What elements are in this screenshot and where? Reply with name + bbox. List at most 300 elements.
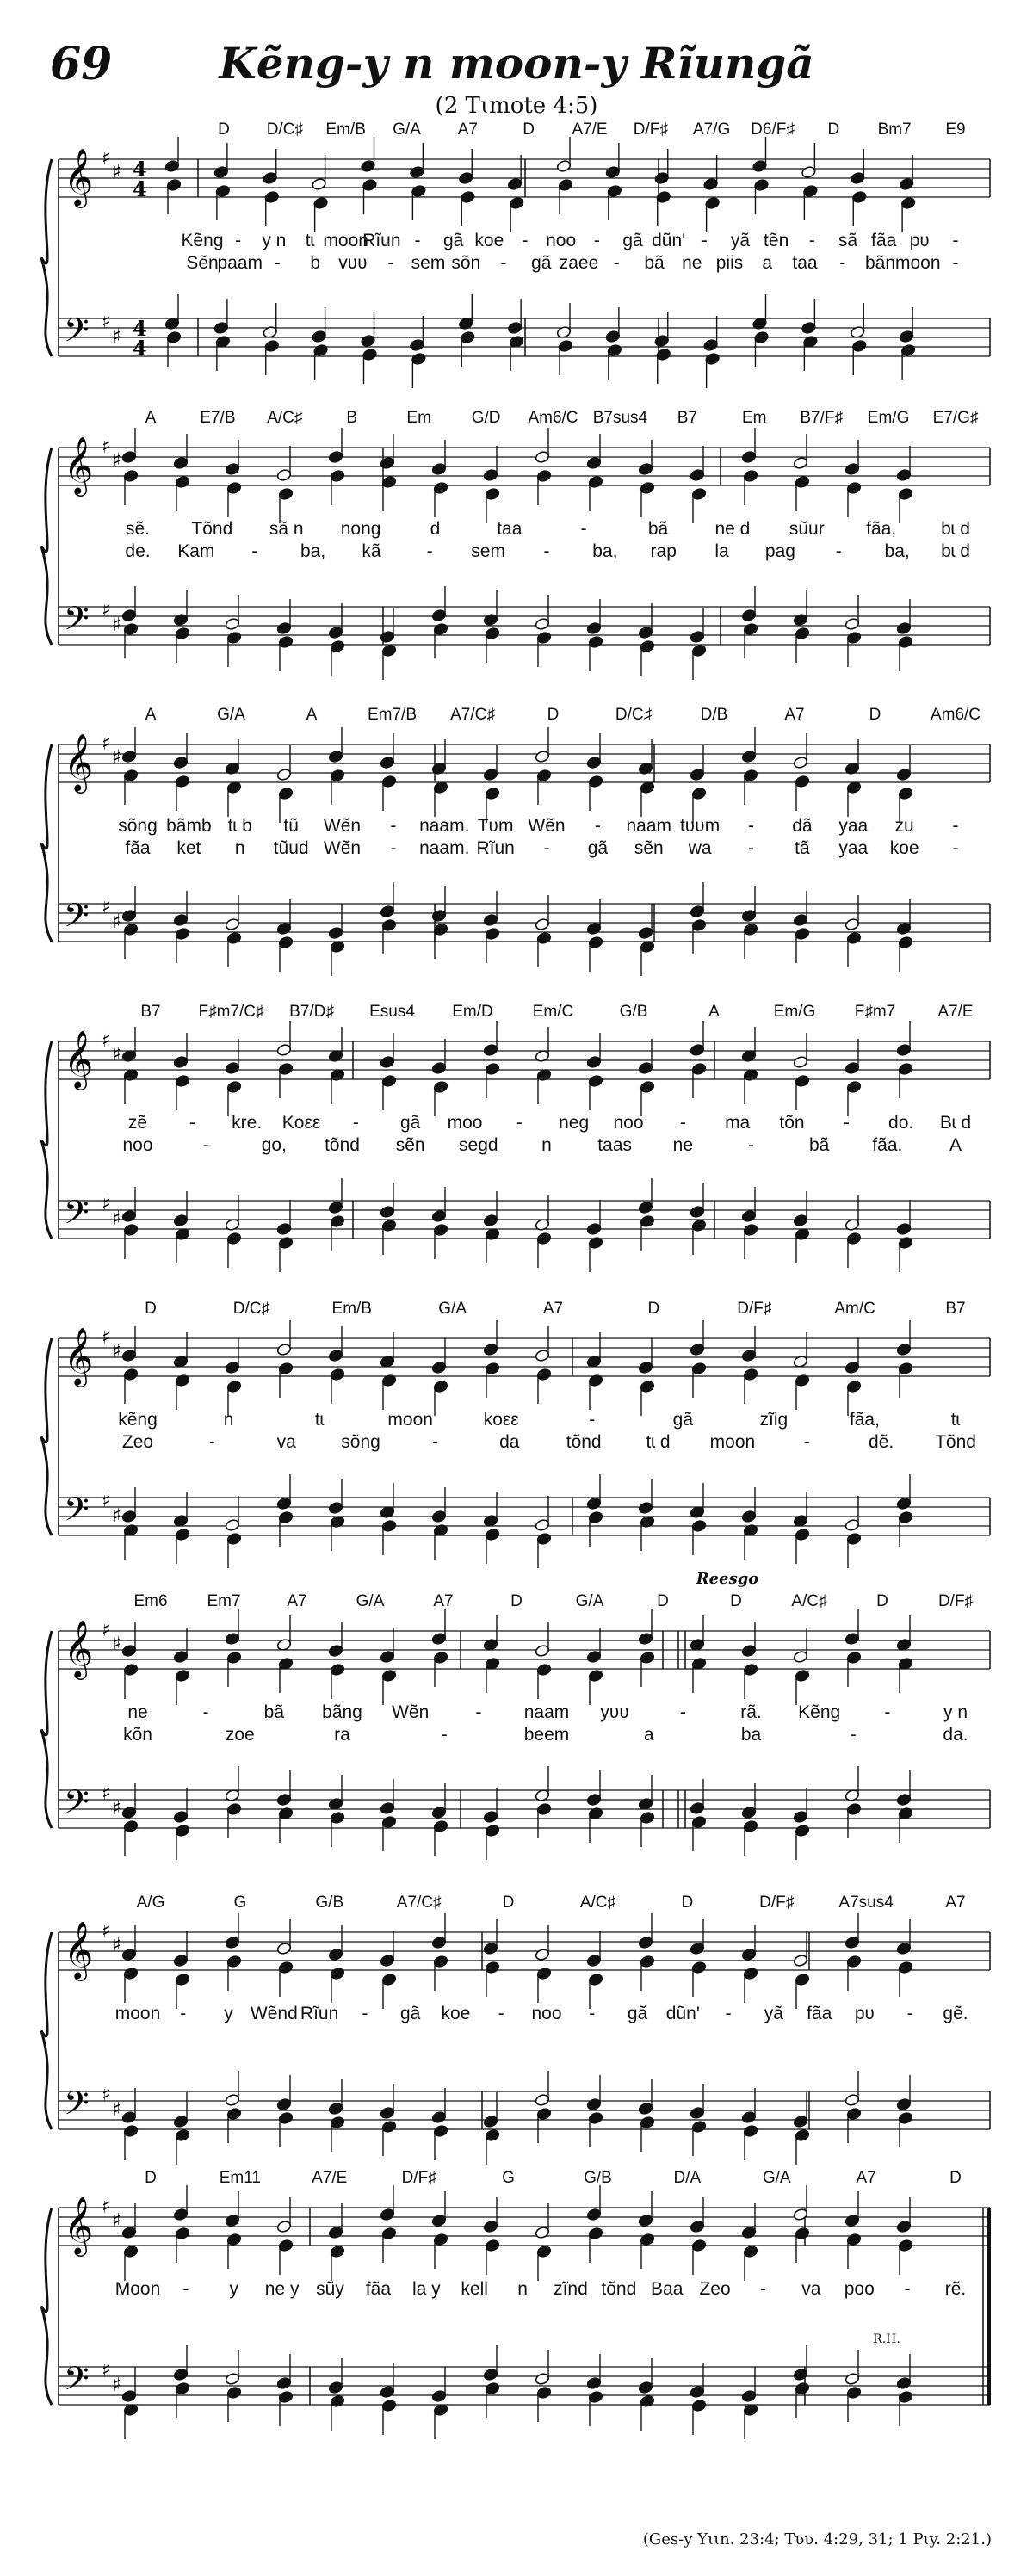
chord-symbol: D/C♯ — [232, 1300, 269, 1318]
note — [381, 2399, 397, 2435]
note — [844, 2071, 860, 2107]
note — [588, 775, 603, 811]
lyric-syllable: - — [390, 838, 397, 858]
lyric-syllable: tẽn — [764, 231, 789, 250]
lyric-syllable: kre. — [232, 1113, 263, 1133]
note — [898, 1236, 913, 1272]
note — [485, 1362, 500, 1398]
note — [409, 143, 424, 179]
note — [121, 1622, 137, 1658]
note — [433, 1955, 448, 1991]
lyric-syllable: do. — [888, 1113, 914, 1133]
note — [691, 2120, 707, 2156]
staff-graphic — [0, 2178, 1033, 2462]
note — [638, 1775, 653, 1811]
sharp-icon: ♯ — [102, 1620, 111, 1641]
note — [638, 603, 653, 639]
sharp-icon: ♯ — [112, 1044, 121, 1066]
chord-symbol: A7sus4 — [838, 1893, 894, 1912]
chord-symbol: A7 — [856, 2169, 876, 2187]
lyric-syllable: Tʋm — [477, 816, 514, 836]
note — [278, 1961, 294, 1997]
chord-symbol: B7/D♯ — [289, 1003, 334, 1021]
note — [175, 475, 190, 511]
note — [851, 190, 867, 226]
note — [535, 1925, 550, 1961]
note — [225, 1039, 240, 1075]
note — [330, 940, 345, 976]
note — [485, 2128, 500, 2165]
note — [225, 1766, 240, 1802]
note — [226, 931, 242, 967]
note — [690, 446, 705, 482]
lyric-syllable: Kẽng — [181, 231, 224, 250]
chord-symbol: D/F♯ — [937, 1592, 974, 1610]
note — [409, 316, 424, 352]
note — [483, 590, 498, 627]
note — [640, 940, 655, 976]
note — [431, 1338, 447, 1374]
note — [743, 1368, 758, 1404]
lyric-syllable: - — [843, 1113, 850, 1133]
note — [898, 1961, 913, 1997]
note — [226, 1955, 242, 1991]
note — [640, 2233, 655, 2269]
note — [460, 330, 475, 367]
brace — [41, 2208, 52, 2405]
note — [433, 2403, 448, 2439]
note — [844, 595, 860, 631]
note — [226, 631, 242, 667]
note — [846, 1232, 862, 1268]
lyric-syllable: tʋʋm — [679, 816, 721, 836]
note — [312, 155, 327, 191]
note — [381, 918, 397, 954]
treble-clef-icon: 𝄞 — [64, 2196, 94, 2254]
note — [896, 1200, 912, 1236]
note — [175, 1374, 190, 1410]
note — [330, 2116, 345, 2152]
sharp-icon: ♯ — [102, 600, 111, 621]
note — [793, 590, 808, 627]
note — [175, 2381, 190, 2418]
note — [793, 1931, 808, 1968]
note — [225, 2071, 240, 2107]
brace — [41, 1631, 52, 1828]
note — [586, 599, 602, 635]
lyric-syllable: naam — [626, 816, 672, 836]
chord-symbol: D/F♯ — [737, 1300, 772, 1318]
chord-symbol: A7 — [945, 1893, 966, 1912]
lyric-syllable: dũn' — [652, 231, 686, 250]
lyric-syllable: kẽng — [118, 1410, 158, 1430]
note — [743, 1223, 758, 1259]
lyric-syllable: - — [839, 253, 846, 273]
chord-symbol: Am6/C — [930, 706, 981, 724]
note — [123, 923, 139, 959]
lyric-syllable: yaa — [838, 838, 869, 858]
lyric-syllable: gã — [399, 1113, 421, 1133]
lyric-syllable: - — [748, 816, 754, 836]
lyric-syllable: bã — [808, 1135, 830, 1155]
lyric-syllable: taa — [792, 253, 818, 273]
note — [431, 1487, 447, 1523]
note — [690, 1483, 705, 1519]
note — [691, 1815, 707, 1851]
bass-clef-icon: 𝄢 — [64, 896, 90, 942]
lyric-syllable: - — [589, 2004, 596, 2023]
note — [164, 294, 180, 330]
note — [173, 434, 189, 470]
brace — [41, 1338, 52, 1535]
note — [898, 1807, 913, 1843]
lyric-syllable: - — [835, 541, 842, 561]
note — [741, 886, 757, 923]
lyric-syllable: Wẽn — [392, 1702, 430, 1722]
lyric-syllable: a — [643, 1725, 654, 1745]
chord-symbol: Bm7 — [877, 120, 912, 139]
lyric-syllable: de. — [125, 541, 151, 561]
lyric-syllable: ma — [725, 1113, 751, 1133]
chord-symbol: F♯m7 — [854, 1003, 896, 1021]
note — [802, 184, 818, 220]
note — [225, 595, 240, 631]
note — [535, 2203, 550, 2239]
lyric-syllable: gẽ. — [943, 2004, 968, 2023]
note — [741, 2088, 757, 2124]
lyric-syllable: gã — [622, 231, 643, 250]
note — [640, 1955, 655, 1991]
lyric-syllable: ba, — [884, 541, 910, 561]
chord-symbol: G/A — [356, 1592, 385, 1610]
lyric-syllable: - — [202, 1135, 209, 1155]
chord-symbol: Em/B — [331, 1300, 372, 1318]
note — [485, 927, 500, 963]
lyric-syllable: tɩ — [950, 1410, 961, 1430]
note — [431, 1609, 447, 1646]
note — [483, 2197, 498, 2233]
chord-symbol: G/B — [619, 1003, 648, 1021]
lyric-syllable: sẽn — [634, 838, 664, 858]
note — [690, 2084, 705, 2120]
note — [705, 196, 721, 232]
note — [507, 155, 523, 191]
lyric-syllable: - — [182, 2279, 189, 2299]
lyric-syllable: - — [475, 1702, 482, 1722]
sharp-icon: ♯ — [112, 1341, 121, 1362]
note — [485, 487, 500, 523]
note — [844, 1609, 860, 1646]
lyric-syllable: - — [431, 1432, 438, 1452]
lyric-syllable: va — [276, 1432, 296, 1452]
note — [380, 1628, 395, 1664]
lyric-syllable: bɩ d — [941, 519, 970, 539]
note — [638, 2079, 653, 2116]
lyric-syllable: a — [762, 253, 773, 273]
note — [741, 727, 757, 763]
note — [536, 2107, 552, 2143]
note — [458, 149, 473, 185]
note — [793, 2185, 808, 2221]
lyric-syllable: kã — [362, 541, 381, 561]
note — [509, 196, 524, 232]
lyric-syllable: moo — [447, 1113, 483, 1133]
note — [433, 2124, 448, 2160]
sharp-icon: ♯ — [112, 2099, 121, 2121]
lyric-syllable: sem — [471, 541, 505, 561]
note — [795, 2227, 810, 2263]
lyric-syllable: - — [748, 838, 754, 858]
note — [588, 1807, 603, 1843]
lyric-syllable: sẽn — [395, 1135, 425, 1155]
note — [795, 1074, 810, 1110]
lyric-syllable: kõn — [123, 1725, 152, 1745]
sharp-icon: ♯ — [112, 747, 121, 769]
staff-graphic — [0, 1902, 1033, 2186]
lyric-syllable: - — [884, 1702, 891, 1722]
note — [896, 2075, 912, 2111]
lyric-syllable: yã — [764, 2004, 783, 2023]
note — [276, 1200, 292, 1236]
note — [536, 2245, 552, 2281]
note — [123, 1223, 139, 1259]
note — [752, 137, 768, 173]
note — [741, 428, 757, 464]
note — [743, 469, 758, 505]
note — [690, 2363, 705, 2399]
chord-symbol: Em/B — [325, 120, 366, 139]
chord-symbol: G/A — [217, 706, 245, 724]
note — [795, 2128, 810, 2165]
note — [215, 335, 231, 371]
brace — [41, 1932, 52, 2129]
note — [846, 781, 862, 817]
lyric-syllable: sõn — [451, 253, 481, 273]
note — [509, 335, 524, 371]
note — [898, 1657, 913, 1693]
note — [278, 1510, 294, 1547]
note — [846, 631, 862, 667]
note — [795, 927, 810, 963]
lyric-syllable: tõnd — [325, 1135, 360, 1155]
lyric-syllable: Rĩun — [300, 2004, 339, 2023]
note — [846, 1955, 862, 1991]
lyric-syllable: yã — [730, 231, 751, 250]
note — [896, 446, 912, 482]
note — [638, 904, 653, 940]
note — [640, 1080, 655, 1116]
bass-staff — [59, 2367, 990, 2405]
lyric-syllable: - — [808, 231, 815, 250]
note — [741, 2367, 757, 2403]
note — [330, 1214, 345, 1251]
lyric-syllable: - — [202, 1702, 209, 1722]
lyric-syllable: la y — [411, 2279, 441, 2299]
note — [123, 1523, 139, 1560]
bass-clef-icon: 𝄢 — [64, 2084, 90, 2130]
note — [690, 2197, 705, 2233]
footer-references: (Ges-y Yɩɩn. 23:4; Tʋʋ. 4:29, 31; 1 Pɩy. 2:21.) — [642, 2530, 992, 2548]
note — [638, 1609, 653, 1646]
lyric-syllable: noo — [531, 2004, 562, 2023]
lyric-syllable: sẽ. — [125, 519, 151, 539]
scripture-reference: (2 Tɩmote 4:5) — [435, 93, 598, 119]
note — [588, 635, 603, 671]
note — [313, 343, 329, 380]
note — [535, 1496, 550, 1532]
note — [703, 316, 719, 352]
brace — [41, 1041, 52, 1239]
note — [175, 1824, 190, 1860]
note — [705, 352, 721, 388]
note — [898, 2239, 913, 2275]
time-signature: 4 — [133, 157, 147, 182]
note — [330, 2245, 345, 2281]
lyric-syllable: beem — [523, 1725, 570, 1745]
lyric-syllable: A — [949, 1135, 962, 1155]
note — [166, 330, 182, 367]
note — [226, 2386, 242, 2422]
note — [844, 1039, 860, 1075]
time-signature: 4 — [133, 336, 147, 361]
note — [638, 1913, 653, 1949]
note — [586, 1628, 602, 1664]
note — [278, 1657, 294, 1693]
chord-symbol: Esus4 — [369, 1003, 415, 1021]
chord-symbol: A/G — [136, 1893, 165, 1912]
note — [276, 446, 292, 482]
note — [328, 428, 343, 464]
note — [691, 1961, 707, 1997]
note — [691, 918, 707, 954]
note — [328, 1925, 343, 1961]
lyric-syllable: d — [430, 519, 441, 539]
note — [381, 775, 397, 811]
note — [586, 899, 602, 936]
note — [381, 1374, 397, 1410]
note — [431, 2191, 447, 2227]
note — [381, 475, 397, 511]
note — [226, 2107, 242, 2143]
chord-symbol: B7 — [140, 1003, 161, 1021]
lyric-syllable: ra — [334, 1725, 350, 1745]
note — [691, 1362, 707, 1398]
note — [556, 303, 572, 339]
note — [328, 1326, 343, 1362]
note — [411, 352, 426, 388]
note — [896, 1615, 912, 1652]
note — [458, 294, 473, 330]
note — [123, 2403, 139, 2439]
note — [801, 143, 816, 179]
lyric-syllable: moon — [323, 231, 368, 250]
note — [850, 149, 865, 185]
note — [121, 2088, 137, 2124]
note — [328, 1622, 343, 1658]
note — [690, 1021, 705, 1057]
note — [175, 775, 190, 811]
lyric-syllable: - — [725, 2004, 732, 2023]
note — [898, 1062, 913, 1098]
note — [844, 1913, 860, 1949]
note — [556, 137, 572, 173]
lyric-syllable: neg — [559, 1113, 590, 1133]
lyric-syllable: - — [952, 816, 959, 836]
sharp-icon: ♯ — [112, 615, 121, 636]
note — [535, 1622, 550, 1658]
chord-symbol: G/B — [315, 1893, 344, 1912]
note — [173, 1492, 189, 1528]
lyric-syllable: - — [906, 2004, 913, 2023]
chord-symbol: Em/G — [867, 409, 910, 427]
lyric-syllable: - — [390, 816, 397, 836]
note — [226, 1532, 242, 1568]
note — [264, 339, 280, 375]
note — [175, 2128, 190, 2165]
note — [173, 891, 189, 927]
lyric-syllable: - — [613, 253, 620, 273]
bass-clef-icon: 𝄢 — [64, 1490, 90, 1536]
note — [433, 1819, 448, 1856]
note — [164, 137, 180, 173]
lyric-syllable: - — [387, 253, 394, 273]
lyric-syllable: paam — [217, 253, 263, 273]
note — [328, 1027, 343, 1063]
note — [278, 1236, 294, 1272]
lyric-syllable: go, — [261, 1135, 287, 1155]
lyric-syllable: Rĩun — [362, 231, 401, 250]
lyric-syllable: bɩ d — [941, 541, 970, 561]
staff-graphic — [0, 417, 1033, 701]
note — [264, 190, 280, 226]
note — [535, 2350, 550, 2386]
note — [752, 294, 768, 330]
chord-symbol: A7 — [287, 1592, 307, 1610]
lyric-syllable: sũur — [789, 519, 825, 539]
note — [741, 1027, 757, 1063]
lyric-syllable: tõnd — [601, 2279, 637, 2299]
lyric-syllable: - — [904, 2279, 911, 2299]
note — [507, 299, 523, 335]
sharp-icon: ♯ — [112, 1935, 121, 1956]
note — [361, 137, 376, 173]
brace — [41, 744, 52, 942]
chord-symbol: Em/C — [532, 1003, 574, 1021]
note — [703, 155, 719, 191]
sharp-icon: ♯ — [112, 2375, 121, 2396]
note — [795, 2381, 810, 2418]
note — [381, 1669, 397, 1705]
lyric-syllable: - — [952, 838, 959, 858]
note — [278, 1062, 294, 1098]
sharp-icon: ♯ — [112, 1208, 121, 1230]
note — [263, 303, 278, 339]
chord-symbol: G/A — [575, 1592, 604, 1610]
note — [846, 1532, 862, 1568]
lyric-syllable: fãa, — [849, 1410, 880, 1430]
chord-symbol: A/C♯ — [267, 409, 303, 427]
note — [483, 1919, 498, 1955]
note — [330, 2394, 345, 2431]
note — [328, 603, 343, 639]
lyric-syllable: gã — [442, 231, 464, 250]
chord-symbol: A7 — [433, 1592, 454, 1610]
lyric-syllable: - — [500, 253, 507, 273]
chord-symbol: A7/E — [312, 2169, 348, 2187]
note — [328, 2203, 343, 2239]
note — [361, 312, 376, 348]
note — [691, 1519, 707, 1555]
